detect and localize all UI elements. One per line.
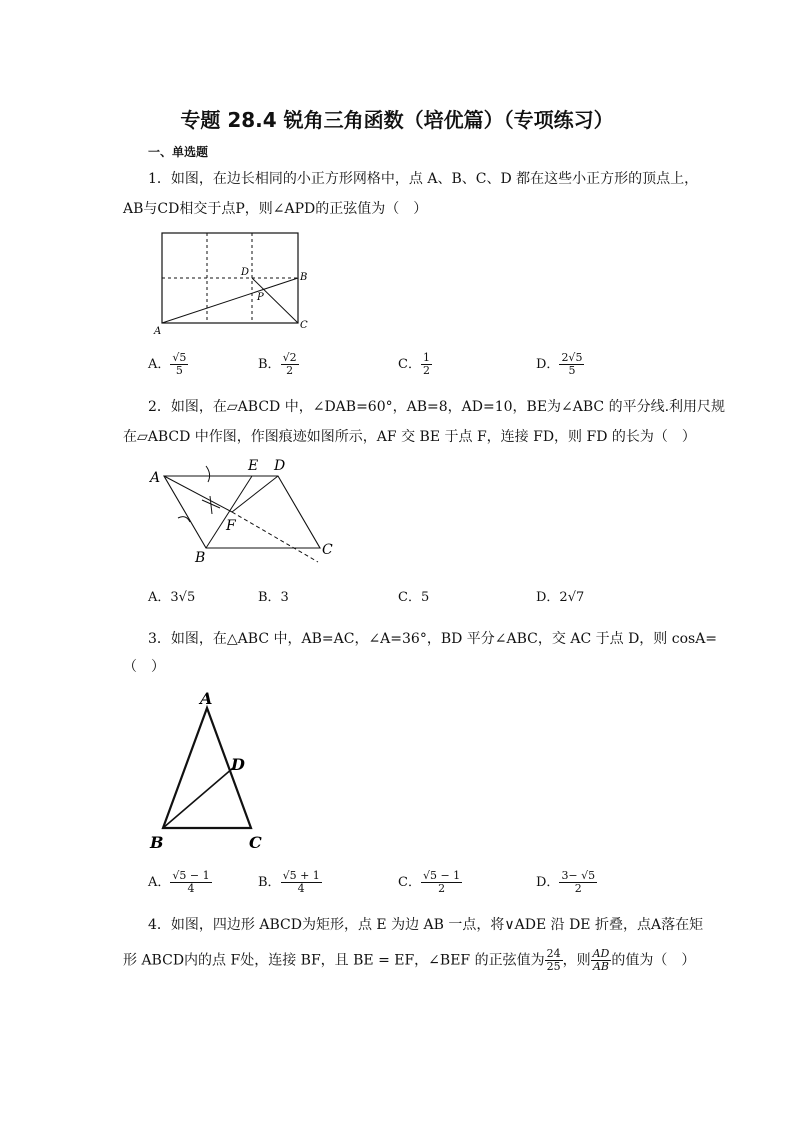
q3-triangle-figure: [145, 688, 275, 854]
q1-option-b[interactable]: B． $\frac{√2}{2}$: [258, 351, 297, 377]
page-title: 专题 28.4 锐角三角函数（培优篇）（专项练习）: [180, 108, 614, 132]
q2-label-c: C: [322, 542, 333, 558]
q4-text-line1: 4．如图，四边形 ABCD为矩形，点 E 为边 AB 一点，将∨ADE 沿 DE 折叠，点A落在矩: [148, 917, 704, 933]
q4-fraction-sine: $\frac{24}{25}$: [546, 947, 561, 973]
q3-option-b[interactable]: B． $\frac{√5 + 1}{4}$: [258, 869, 320, 895]
q2-label-b: B: [195, 550, 206, 566]
q4-text-line2: 形 ABCD内的点 F处，连接 BF，且 BE = EF，∠BEF 的正弦值为 $\frac{24}{25}$ ，则 $\frac{AD}{AB}$ 的值为（ ）: [123, 947, 696, 973]
q2-parallelogram-figure: [140, 452, 340, 568]
q2-label-a: A: [150, 470, 161, 486]
q1-label-c: C: [300, 320, 308, 331]
section-heading: 一、单选题: [148, 145, 209, 159]
q2-label-e: E: [248, 458, 259, 474]
q3-label-c: C: [249, 833, 262, 852]
q3-label-b: B: [150, 833, 164, 852]
q2-option-b[interactable]: B．3: [258, 590, 289, 605]
q2-label-d: D: [274, 458, 286, 474]
q2-option-a[interactable]: A．3√5: [148, 590, 196, 605]
q2-text-line1: 2．如图，在▱ABCD 中，∠DAB=60°，AB=8，AD=10，BE为∠ABC 的平分线.利用尺规: [148, 399, 726, 415]
q1-option-d[interactable]: D． $\frac{2√5}{5}$: [536, 351, 583, 377]
q1-text-line2: AB与CD相交于点P，则∠APD的正弦值为（ ）: [123, 201, 428, 217]
q1-grid-figure: [150, 228, 320, 340]
q1-option-a[interactable]: A． $\frac{√5}{5}$: [148, 351, 187, 377]
q3-text-line2: （ ）: [123, 659, 165, 675]
q1-label-b: B: [300, 272, 308, 283]
q2-label-f: F: [226, 518, 236, 534]
q3-option-c[interactable]: C． $\frac{√5 - 1}{2}$: [398, 869, 461, 895]
q4-fraction-ratio: $\frac{AD}{AB}$: [592, 947, 610, 973]
q3-label-d: D: [231, 755, 245, 774]
q3-option-a[interactable]: A． $\frac{√5 - 1}{4}$: [148, 869, 210, 895]
q2-option-c[interactable]: C．5: [398, 590, 430, 605]
q3-option-d[interactable]: D． $\frac{3- √5}{2}$: [536, 869, 596, 895]
q1-text-line1: 1．如图，在边长相同的小正方形网格中，点 A、B、C、D 都在这些小正方形的顶点上，: [148, 171, 699, 187]
q1-option-c[interactable]: C． $\frac{1}{2}$: [398, 351, 430, 377]
q2-option-d[interactable]: D．2√7: [536, 590, 585, 605]
q3-text-line1: 3．如图，在△ABC 中，AB=AC，∠A=36°，BD 平分∠ABC，交 AC 于点 D，则 cosA=: [148, 631, 718, 647]
q1-label-d: D: [241, 267, 250, 278]
q3-label-a: A: [200, 689, 213, 708]
q2-text-line2: 在▱ABCD 中作图，作图痕迹如图所示，AF 交 BE 于点 F，连接 FD，则 FD 的长为（ ）: [123, 429, 696, 445]
q1-label-p: P: [257, 292, 264, 303]
q1-label-a: A: [154, 326, 162, 337]
